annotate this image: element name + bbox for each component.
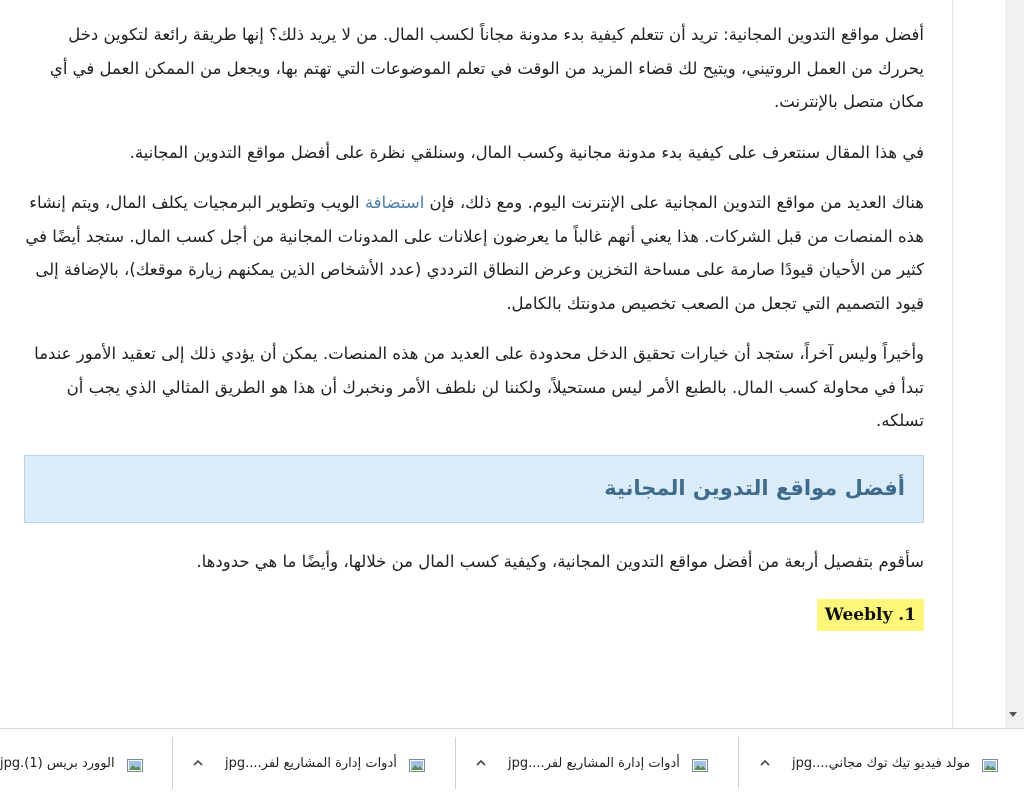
download-file-name: الوورد بريس (1).jpg (0, 755, 115, 771)
overview-paragraph: في هذا المقال سنتعرف على كيفية بدء مدونة مجانية وكسب المال، وسنلقي نظرة على أفضل مواقع التدوين المجانية. (129, 142, 924, 162)
image-file-icon (409, 757, 425, 770)
page-scrollbar[interactable] (1005, 0, 1024, 728)
download-item[interactable] (476, 729, 726, 797)
image-file-icon (127, 757, 143, 770)
image-file-icon (692, 757, 708, 770)
download-item[interactable] (193, 729, 443, 797)
download-file-name: أدوات إدارة المشاريع لفر....jpg (225, 755, 397, 771)
chevron-up-icon[interactable] (760, 758, 770, 768)
download-separator (172, 737, 173, 789)
article-body (24, 18, 924, 632)
monetization-paragraph: وأخيراً وليس آخراً، ستجد أن خيارات تحقيق الدخل محدودة على العديد من هذه المنصات. يمكن أن يؤدي ذلك إلى تعقيد الأمور عندما تبدأ في محاولة كسب المال. بالطبع الأمر ليس مستحيلاً، ولكننا لن نلطف الأمر ونخبرك أن هذا هو الطريق المثالي الذي يجب أن تسلكه. (34, 344, 924, 430)
section-intro-paragraph: سأقوم بتفصيل أربعة من أفضل مواقع التدوين المجانية، وكيفية كسب المال من خلالها، وأيضًا ما هي حدودها. (196, 551, 924, 571)
weebly-sub-heading: Weebly .1 (817, 599, 924, 631)
download-item[interactable] (760, 729, 1010, 797)
section-heading-box (24, 455, 924, 523)
download-item[interactable] (0, 729, 160, 797)
content-divider (952, 0, 953, 728)
scroll-down-arrow-icon[interactable] (1009, 712, 1017, 717)
download-file-name: مولد فيديو تيك توك مجاني....jpg (792, 755, 971, 771)
download-file-name: أدوات إدارة المشاريع لفر....jpg (508, 755, 680, 771)
image-file-icon (982, 757, 998, 770)
limitations-text-end: الويب وتطوير البرمجيات يكلف المال، ويتم إنشاء هذه المنصات من قبل الشركات. هذا يعني أنهم غالباً ما يعرضون إعلانات على المدونات المجانية من أجل كسب المال. ستجد أيضًا في كثير من الأحيان قيودًا صارمة على مساحة التخزين وعرض النطاق الترددي (عدد الأشخاص الذين يمكنهم زيارة موقعك)، بالإضافة إلى قيود التصميم التي تجعل من الصعب تخصيص مدونتك بالكامل. (25, 193, 924, 313)
chevron-up-icon[interactable] (476, 758, 486, 768)
section-heading: أفضل مواقع التدوين المجانية (604, 475, 905, 500)
download-shelf (0, 728, 1024, 797)
limitations-paragraph (24, 186, 924, 320)
limitations-text-start: هناك العديد من مواقع التدوين المجانية على الإنترنت اليوم. ومع ذلك، فإن (424, 193, 924, 212)
download-separator (738, 737, 739, 789)
download-separator (455, 737, 456, 789)
intro-paragraph: أفضل مواقع التدوين المجانية: تريد أن تتعلم كيفية بدء مدونة مجاناً لكسب المال. من لا يريد ذلك؟ إنها طريقة رائعة لتكوين دخل يحررك من العمل الروتيني، ويتيح لك قضاء المزيد من الوقت في تعلم الموضوعات التي تهتم بها، ويجعل من الممكن العمل في أي مكان متصل بالإنترنت. (49, 25, 924, 111)
hosting-link[interactable]: استضافة (364, 193, 425, 212)
chevron-up-icon[interactable] (193, 758, 203, 768)
